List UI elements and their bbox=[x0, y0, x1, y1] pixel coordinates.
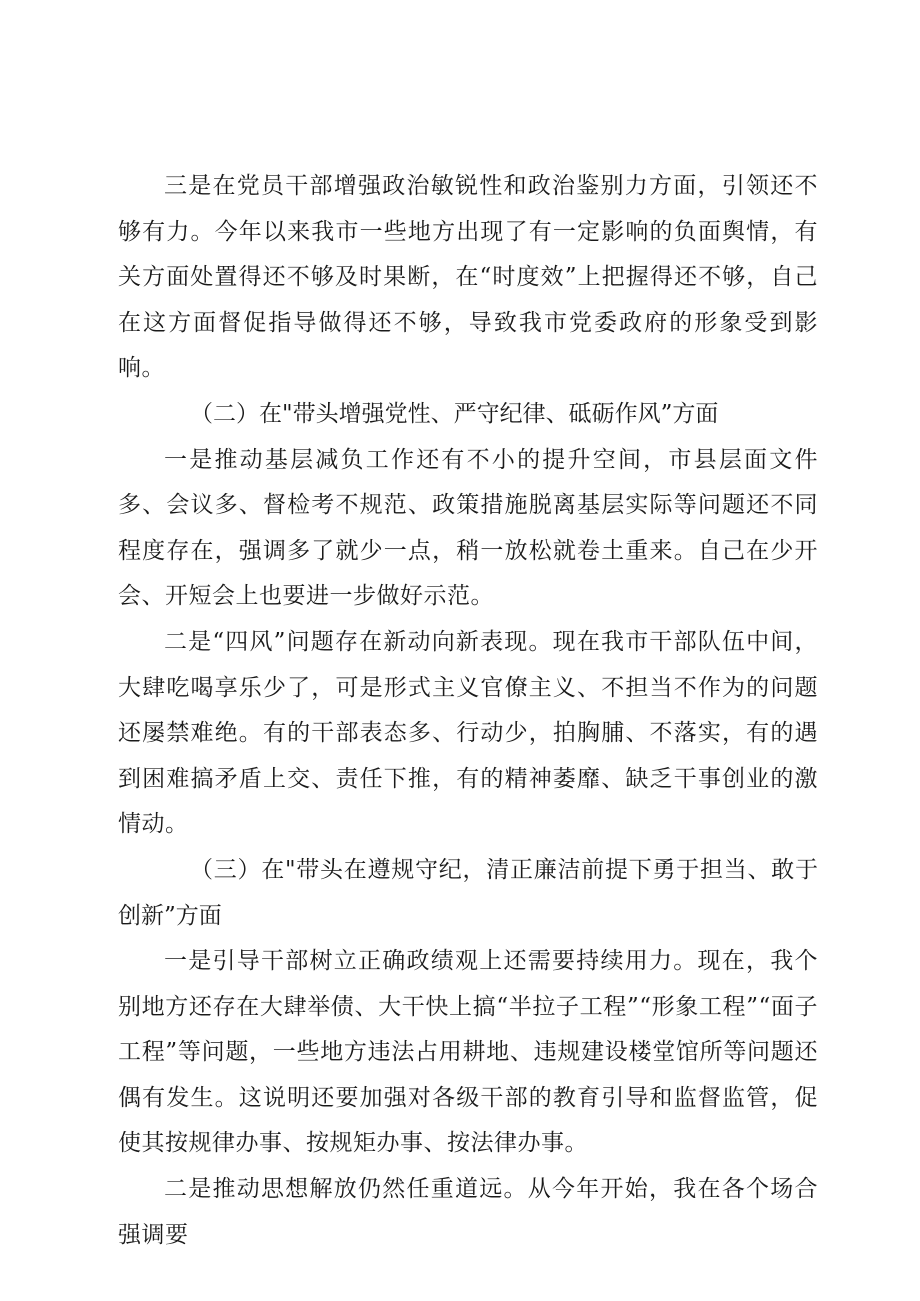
paragraph-point-two-emancipating-thought: 二是推动思想解放仍然任重道远。从今年开始，我在各个场合强调要 bbox=[118, 1176, 818, 1248]
paragraph-point-one-performance-view: 一是引导干部树立正确政绩观上还需要持续用力。现在，我个别地方还存在大肆举债、大干快上搞“半拉子工程”“形象工程”“面子工程”等问题，一些地方违法占用耕地、违规建设楼堂馆所等问题还偶有发生。这说明还要加强对各级干部的教育引导和监督监管，促使其按规律办事、按规矩办事、按法律办事。 bbox=[118, 948, 818, 1157]
section-heading-three: （三）在"带头在遵规守纪，清正廉洁前提下勇于担当、敢于创新”方面 bbox=[118, 856, 818, 929]
paragraph-point-two-four-winds: 二是“四风”问题存在新动向新表现。现在我市干部队伍中间，大肆吃喝享乐少了，可是形式主义官僚主义、不担当不作为的问题还屡禁难绝。有的干部表态多、行动少，拍胸脯、不落实，有的遇到困难搞矛盾上交、责任下推，有的精神萎靡、缺乏干事创业的激情动。 bbox=[118, 628, 818, 838]
document-body bbox=[118, 164, 818, 1258]
paragraph-point-three-political-sensitivity: 三是在党员干部增强政治敏锐性和政治鉴别力方面，引领还不够有力。今年以来我市一些地方出现了有一定影响的负面舆情，有关方面处置得还不够及时果断，在“时度效”上把握得还不够，自己在这方面督促指导做得还不够，导致我市党委政府的形象受到影响。 bbox=[118, 173, 818, 382]
paragraph-point-one-grassroots-burden: 一是推动基层减负工作还有不小的提升空间，市县层面文件多、会议多、督检考不规范、政策措施脱离基层实际等问题还不同程度存在，强调多了就少一点，稍一放松就卷土重来。自己在少开会、开短会上也要进一步做好示范。 bbox=[118, 446, 818, 610]
section-heading-two: （二）在"带头增强党性、严守纪律、砥砺作风”方面 bbox=[190, 400, 719, 427]
